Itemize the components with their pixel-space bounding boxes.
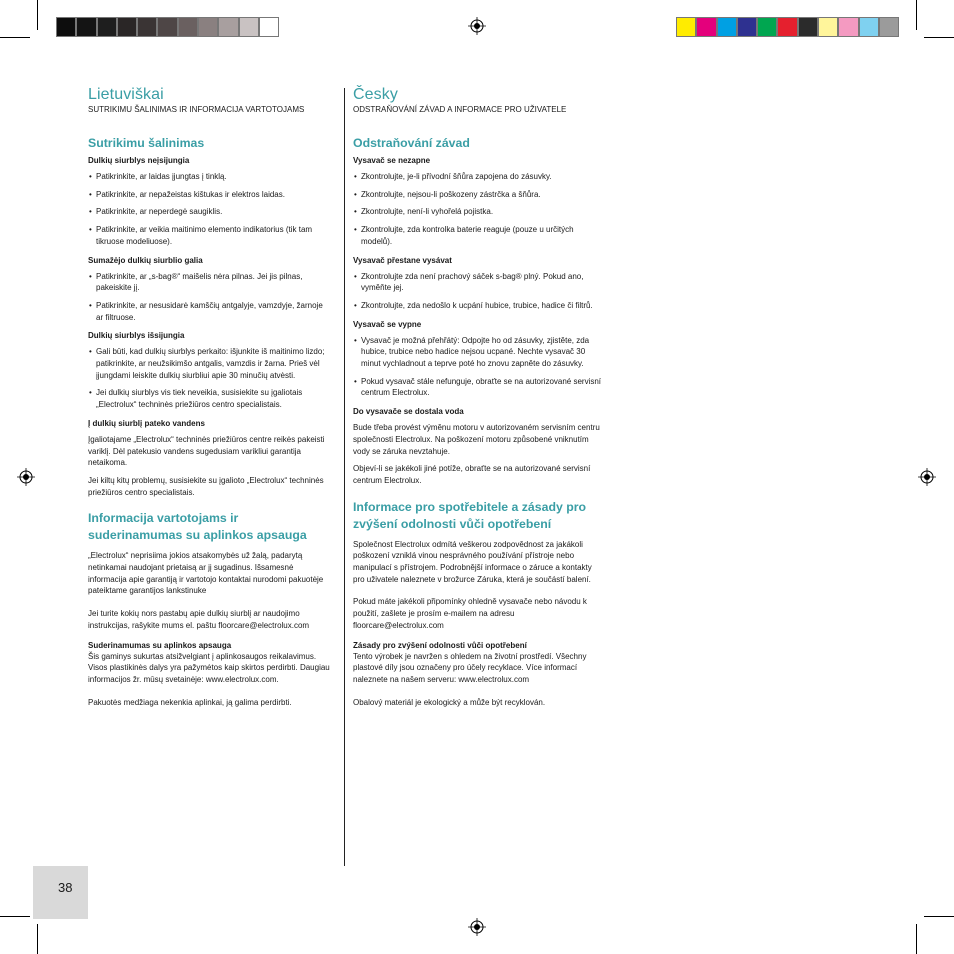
crop-mark — [0, 916, 30, 917]
grayscale-color-bar — [56, 17, 279, 37]
paragraph: Jei kiltų kitų problemų, susisiekite su įgalioto „Electrolux“ techninės priežiūros centro specialistais. — [88, 475, 324, 497]
section-subtitle: ODSTRAŇOVÁNÍ ZÁVAD A INFORMACE PRO UŽIVATELE — [353, 105, 567, 114]
consumer-info-heading: Informace pro spotřebitele a zásady pro zvýšení odolnosti vůči opotřebení — [353, 499, 587, 531]
crop-mark — [924, 37, 954, 38]
crop-mark — [37, 0, 38, 30]
list-item: • Zkontrolujte, je-li přívodní šňůra zapojena do zásuvky. — [353, 171, 603, 183]
gray-swatch — [218, 17, 238, 37]
problem-heading: Vysavač přestane vysávat — [353, 255, 452, 265]
check-list — [88, 271, 330, 324]
paragraph: Tento výrobek je navržen s ohledem na životní prostředí. Všechny plastové díly jsou označeny pro účely recyklace. Více informací naleznete na našem serveru: www.electrolux.com — [353, 651, 587, 684]
section-subtitle: SUTRIKIMU ŠALINIMAS IR INFORMACIJA VARTOTOJAMS — [88, 105, 305, 114]
paragraph: Jei turite kokių nors pastabų apie dulkių siurblį ar naudojimo instrukcijas, rašykite mums el. paštu floorcare@electrolux.com — [88, 609, 310, 630]
problem-heading: Į dulkių siurblį pateko vandens — [88, 418, 205, 428]
color-swatch — [757, 17, 777, 37]
list-item: • Zkontrolujte, nejsou-li poškozeny zástrčka a šňůra. — [353, 189, 603, 201]
color-swatch — [798, 17, 818, 37]
crop-mark — [924, 916, 954, 917]
check-list — [353, 271, 603, 312]
paragraph: Obalový materiál je ekologický a může být recyklován. — [353, 697, 546, 707]
check-list — [88, 171, 330, 248]
list-item: • Zkontrolujte zda není prachový sáček s-bag® plný. Pokud ano, vyměňte jej. — [353, 271, 603, 294]
crop-mark — [37, 924, 38, 954]
gray-swatch — [117, 17, 137, 37]
crop-mark — [916, 924, 917, 954]
registration-mark-icon — [468, 17, 486, 35]
troubleshooting-heading: Odstraňování závad — [353, 136, 470, 150]
section-language-title: Lietuviškai — [88, 86, 164, 103]
gray-swatch — [259, 17, 279, 37]
problem-heading: Dulkių siurblys neįsijungia — [88, 156, 190, 165]
check-list — [88, 346, 330, 411]
crop-mark — [916, 0, 917, 30]
paragraph: Šis gaminys sukurtas atsižvelgiant į aplinkosaugos reikalavimus. Visos plastikinės dalys yra pažymėtos kaip skirtos perdirbti. Daugiau informacijos žr. mūsų svetainėje: www.electrolux.com. — [88, 651, 330, 684]
paragraph: Objeví-li se jakékoli jiné potíže, obraťte se na autorizované servisní centrum Electrolux. — [353, 464, 591, 485]
gray-swatch — [178, 17, 198, 37]
color-swatch — [818, 17, 838, 37]
lithuanian-column — [88, 87, 330, 714]
registration-mark-icon — [918, 468, 936, 486]
check-list — [353, 335, 603, 400]
environment-heading: Zásady pro zvýšení odolnosti vůči opotřebení — [353, 640, 527, 650]
gray-swatch — [157, 17, 177, 37]
gray-swatch — [76, 17, 96, 37]
process-color-bar — [676, 17, 899, 37]
list-item: • Zkontrolujte, zda kontrolka baterie reaguje (pouze u určitých modelů). — [353, 224, 603, 247]
list-item: • Zkontrolujte, zda nedošlo k ucpání hubice, trubice, hadice či filtrů. — [353, 300, 603, 312]
check-list — [353, 171, 603, 248]
registration-mark-icon — [17, 468, 35, 486]
list-item: • Patikrinkite, ar nesusidarė kamščių antgalyje, vamzdyje, žarnoje ar filtruose. — [88, 300, 330, 323]
gray-swatch — [97, 17, 117, 37]
list-item: • Patikrinkite, ar neperdegė saugiklis. — [88, 206, 330, 218]
czech-column — [353, 87, 603, 714]
list-item: • Patikrinkite, ar veikia maitinimo elemento indikatorius (tik tam tikruose modeliuose). — [88, 224, 330, 247]
gray-swatch — [239, 17, 259, 37]
section-language-title: Česky — [353, 86, 398, 103]
crop-mark — [0, 37, 30, 38]
gray-swatch — [137, 17, 157, 37]
color-swatch — [859, 17, 879, 37]
paragraph: „Electrolux“ neprisiima jokios atsakomybės už žalą, padarytą netinkamai naudojant prietaisą ar jį sugadinus. Išsamesnė informacija apie garantiją ir vartotojo kontaktai nurodomi pakuotėje pateiktame garantijos lankstinuke — [88, 551, 324, 596]
color-swatch — [717, 17, 737, 37]
list-item: • Vysavač je možná přehřátý: Odpojte ho od zásuvky, zjistěte, zda hubice, trubice nebo hadice nejsou ucpané. Nechte vysavač 30 minut vychladnout a teprve poté ho znovu zapněte do zásuvky. — [353, 335, 603, 370]
problem-heading: Vysavač se nezapne — [353, 156, 431, 165]
list-item: • Patikrinkite, ar „s-bag®“ maišelis nėra pilnas. Jei jis pilnas, pakeiskite jį. — [88, 271, 330, 294]
color-swatch — [879, 17, 899, 37]
list-item: • Zkontrolujte, není-li vyhořelá pojistka. — [353, 206, 603, 218]
paragraph: Įgaliotajame „Electrolux“ techninės priežiūros centre reikės pakeisti variklį. Dėl patekusio vandens sugedusiam varikliui garantija netaikoma. — [88, 434, 325, 468]
consumer-info-heading: Informacija vartotojams ir suderinamumas su aplinkos apsauga — [88, 511, 307, 543]
list-item: • Gali būti, kad dulkių siurblys perkaito: išjunkite iš maitinimo lizdo; patikrinkite, ar neužsikimšo antgalis, vamzdis ir žarna. Prieš vėl įjungdami leiskite dulkių siurbliui apie 30 minučių atvėsti. — [88, 346, 330, 381]
troubleshooting-heading: Sutrikimu šalinimas — [88, 136, 205, 150]
problem-heading: Dulkių siurblys išsijungia — [88, 331, 185, 341]
color-swatch — [696, 17, 716, 37]
problem-heading: Do vysavače se dostala voda — [353, 407, 464, 417]
page-number-tab — [33, 866, 88, 919]
list-item: • Pokud vysavač stále nefunguje, obraťte se na autorizované servisní centrum Electrolux. — [353, 376, 603, 399]
list-item: • Patikrinkite, ar laidas įjungtas į tinklą. — [88, 171, 330, 183]
page-number: 38 — [58, 880, 73, 895]
paragraph: Bude třeba provést výměnu motoru v autorizovaném servisním centru společnosti Electrolux. Na poškození motoru způsobené vniknutím vody se záruka nevztahuje. — [353, 423, 600, 456]
registration-mark-icon — [468, 918, 486, 936]
gray-swatch — [56, 17, 76, 37]
paragraph: Pakuotės medžiaga nekenkia aplinkai, ją galima perdirbti. — [88, 697, 292, 707]
paragraph: Společnost Electrolux odmítá veškerou zodpovědnost za jakákoli poškození vzniklá vinou nesprávného používání přístroje nebo manipulací s přístrojem. Podrobnější informace o záruce a kontakty pro uživatele naleznete v brožurce Záruka, která je součástí balení. — [353, 539, 592, 584]
environment-heading: Suderinamumas su aplinkos apsauga — [88, 640, 232, 650]
list-item: • Patikrinkite, ar nepažeistas kištukas ir elektros laidas. — [88, 189, 330, 201]
color-swatch — [676, 17, 696, 37]
color-swatch — [838, 17, 858, 37]
gray-swatch — [198, 17, 218, 37]
color-swatch — [737, 17, 757, 37]
problem-heading: Vysavač se vypne — [353, 319, 422, 329]
paragraph: Pokud máte jakékoli připomínky ohledně vysavače nebo návodu k použití, zašlete je prosím e-mailem na adresu floorcare@electrolux.com — [353, 597, 587, 630]
list-item: • Jei dulkių siurblys vis tiek neveikia, susisiekite su įgaliotais „Electrolux“ techninės priežiūros centro specialistais. — [88, 387, 330, 410]
column-divider — [344, 88, 345, 866]
color-swatch — [777, 17, 797, 37]
problem-heading: Sumažėjo dulkių siurblio galia — [88, 255, 203, 265]
